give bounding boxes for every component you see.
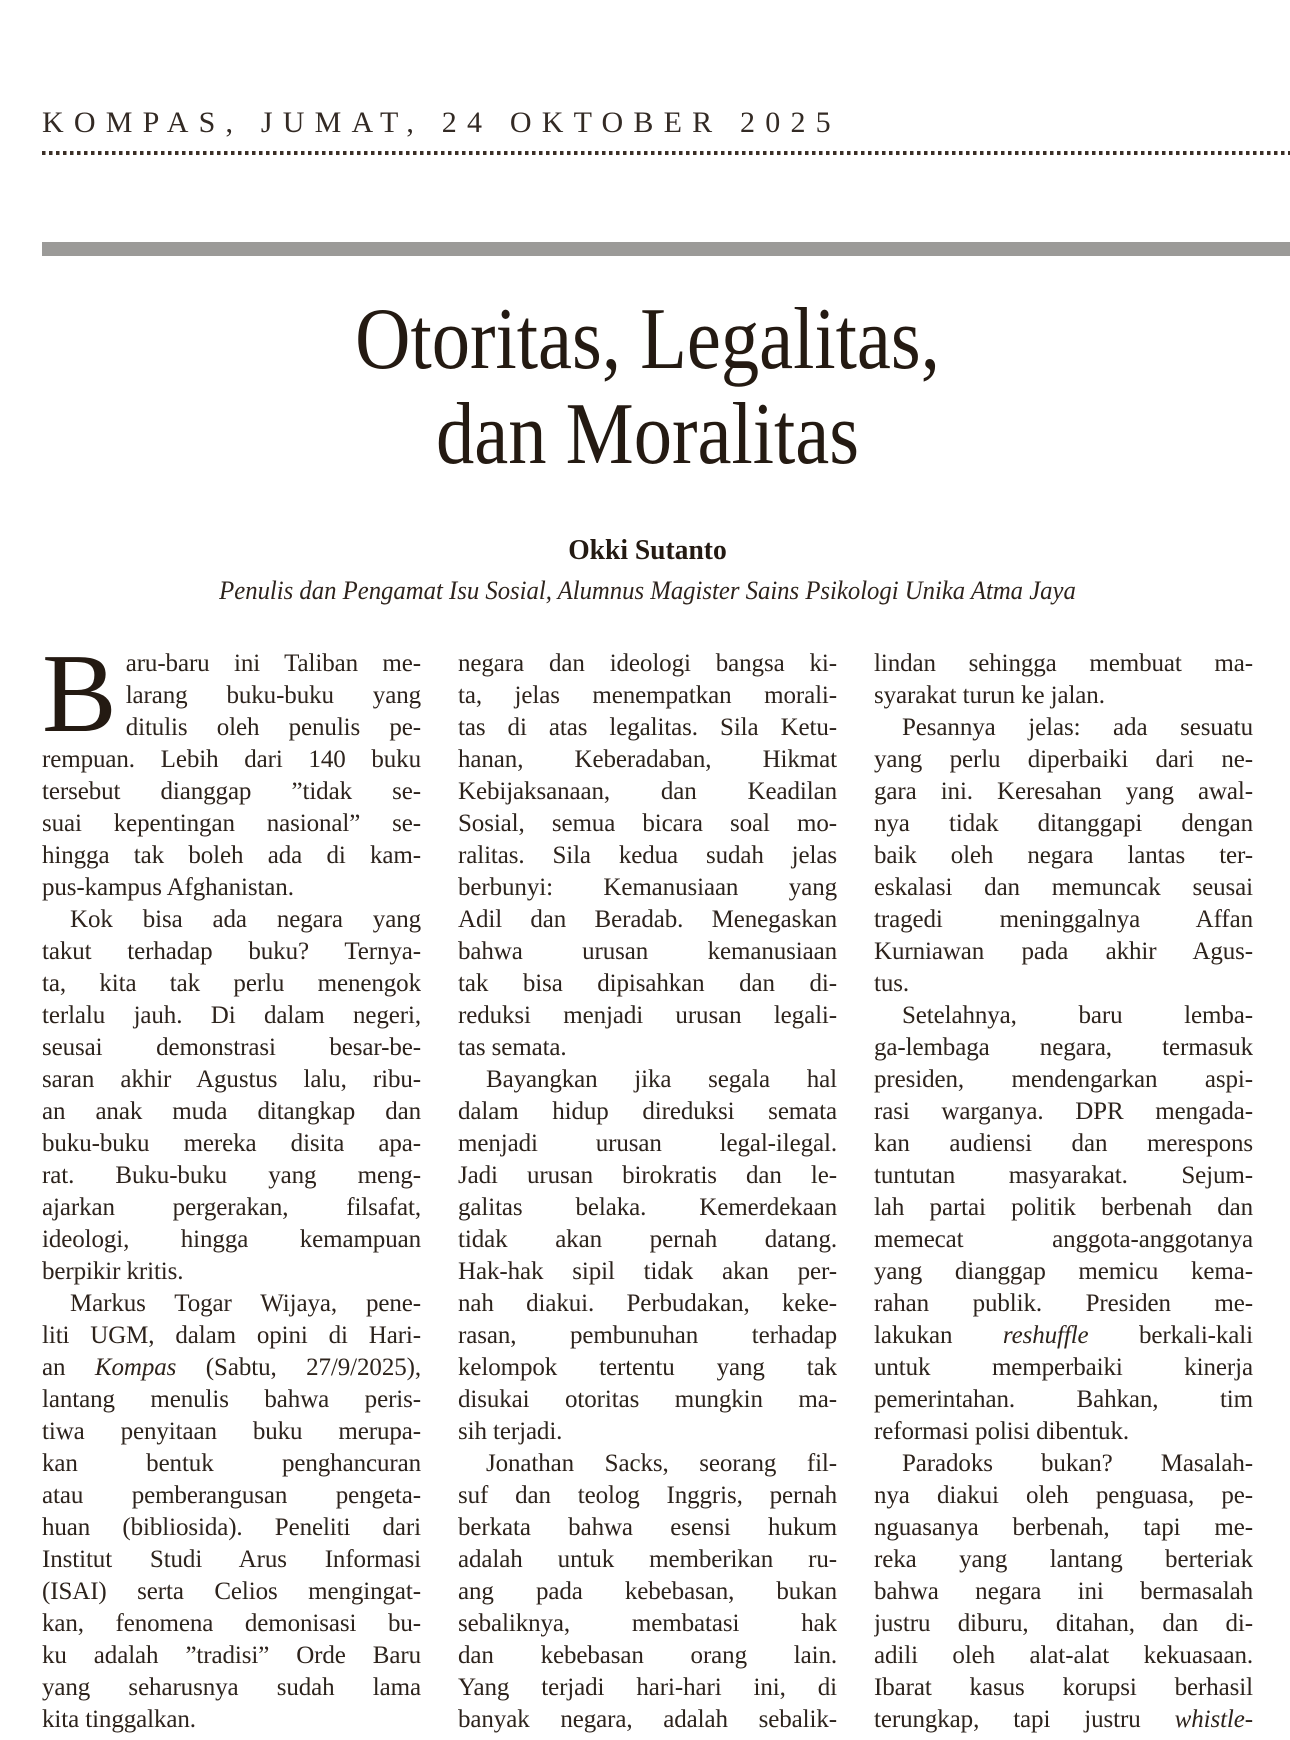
body-line: Kebijaksanaan, dan Keadilan: [458, 778, 837, 805]
body-line: kan bentuk penghancuran: [42, 1450, 421, 1477]
body-line: ga-lembaga negara, termasuk: [874, 1034, 1253, 1061]
body-line: ditulis oleh penulis pe-: [125, 714, 421, 741]
body-line: yang seharusnya sudah lama: [42, 1674, 421, 1701]
body-line: Bayangkan jika segala hal: [486, 1066, 837, 1093]
body-line: dan kebebasan orang lain.: [458, 1642, 837, 1669]
section-bar-divider: [42, 242, 1290, 256]
drop-cap: B: [42, 648, 117, 756]
body-line: syarakat turun ke jalan.: [874, 682, 1105, 709]
body-line: sebaliknya, membatasi hak: [458, 1610, 837, 1637]
body-line: reka yang lantang berteriak: [874, 1546, 1253, 1573]
body-line: ta, jelas menempatkan morali-: [458, 682, 837, 709]
body-line: reduksi menjadi urusan legali-: [458, 1002, 837, 1029]
body-line: Institut Studi Arus Informasi: [42, 1546, 421, 1573]
body-line: rasan, pembunuhan terhadap: [458, 1322, 837, 1349]
body-line: lah partai politik berbenah dan: [874, 1194, 1253, 1221]
paragraph: [874, 1000, 1253, 1448]
article-title: [121, 292, 1175, 482]
body-line: berbunyi: Kemanusiaan yang: [458, 874, 837, 901]
paragraph: [42, 648, 421, 904]
body-line: bahwa negara ini bermasalah: [874, 1578, 1253, 1605]
body-line: Hak-hak sipil tidak akan per-: [458, 1258, 837, 1285]
body-line: Adil dan Beradab. Menegaskan: [458, 906, 837, 933]
body-line: Pesannya jelas: ada sesuatu: [902, 714, 1253, 741]
body-line: Sosial, semua bicara soal mo-: [458, 810, 837, 837]
body-line: ang pada kebebasan, bukan: [458, 1578, 837, 1605]
body-line: pemerintahan. Bahkan, tim: [874, 1386, 1253, 1413]
paragraph: [458, 1064, 837, 1448]
body-line: Markus Togar Wijaya, pene-: [70, 1290, 421, 1317]
body-line: ta, kita tak perlu menengok: [42, 970, 421, 997]
body-line: an anak muda ditangkap dan: [42, 1098, 421, 1125]
body-line: tas di atas legalitas. Sila Ketu-: [458, 714, 837, 741]
body-line: negara dan ideologi bangsa ki-: [458, 650, 837, 677]
body-line: seusai demonstrasi besar-be-: [42, 1034, 421, 1061]
body-line: Jadi urusan birokratis dan le-: [458, 1162, 837, 1189]
body-line: tus.: [874, 970, 910, 997]
paragraph: [874, 648, 1253, 712]
body-line: galitas belaka. Kemerdekaan: [458, 1194, 837, 1221]
paragraph: [458, 1448, 837, 1736]
body-line: lindan sehingga membuat ma-: [874, 650, 1253, 677]
body-line: presiden, mendengarkan aspi-: [874, 1066, 1253, 1093]
body-line: adili oleh alat-alat kekuasaan.: [874, 1642, 1253, 1669]
body-line: kan audiensi dan merespons: [874, 1130, 1253, 1157]
paragraph: [42, 904, 421, 1288]
body-line: memecat anggota-anggotanya: [874, 1226, 1253, 1253]
body-line: bahwa urusan kemanusiaan: [458, 938, 837, 965]
body-line: adalah untuk memberikan ru-: [458, 1546, 837, 1573]
body-line: saran akhir Agustus lalu, ribu-: [42, 1066, 421, 1093]
body-line: dalam hidup direduksi semata: [458, 1098, 837, 1125]
paragraph: [874, 712, 1253, 1000]
body-line: kita tinggalkan.: [42, 1706, 196, 1733]
body-line: tidak akan pernah datang.: [458, 1226, 837, 1253]
body-line: larang buku-buku yang: [125, 682, 421, 709]
body-line: atau pemberangusan pengeta-: [42, 1482, 421, 1509]
body-line: Kok bisa ada negara yang: [70, 906, 421, 933]
body-line: yang perlu diperbaiki dari ne-: [874, 746, 1253, 773]
body-line: pus-kampus Afghanistan.: [42, 874, 294, 901]
body-line: Kurniawan pada akhir Agus-: [874, 938, 1253, 965]
text-column-2: [458, 648, 837, 1740]
body-line: ajarkan pergerakan, filsafat,: [42, 1194, 421, 1221]
body-line: lantang menulis bahwa peris-: [42, 1386, 421, 1413]
body-line: berkata bahwa esensi hukum: [458, 1514, 837, 1541]
body-line: ralitas. Sila kedua sudah jelas: [458, 842, 837, 869]
body-line: rahan publik. Presiden me-: [874, 1290, 1253, 1317]
body-line: hingga tak boleh ada di kam-: [42, 842, 421, 869]
body-line: kelompok tertentu yang tak: [458, 1354, 837, 1381]
author-credential: Penulis dan Pengamat Isu Sosial, Alumnus Magister Sains Psikologi Unika Atma Jaya: [219, 576, 1076, 605]
body-line: takut terhadap buku? Ternya-: [42, 938, 421, 965]
body-line: banyak negara, adalah sebalik-: [458, 1706, 837, 1733]
body-line: terungkap, tapi justru whistle-: [874, 1706, 1253, 1733]
body-line: an Kompas (Sabtu, 27/9/2025),: [42, 1354, 421, 1381]
article-body: [42, 648, 1253, 1740]
body-line: lakukan reshuffle berkali-kali: [874, 1322, 1253, 1349]
body-line: untuk memperbaiki kinerja: [874, 1354, 1253, 1381]
body-line: rempuan. Lebih dari 140 buku: [42, 746, 421, 773]
body-line: baik oleh negara lantas ter-: [874, 842, 1253, 869]
body-line: terlalu jauh. Di dalam negeri,: [42, 1002, 421, 1029]
body-line: Setelahnya, baru lemba-: [902, 1002, 1253, 1029]
body-line: tersebut dianggap ”tidak se-: [42, 778, 421, 805]
body-line: nya tidak ditanggapi dengan: [874, 810, 1253, 837]
body-line: tragedi meninggalnya Affan: [874, 906, 1253, 933]
body-line: ideologi, hingga kemampuan: [42, 1226, 421, 1253]
body-line: Yang terjadi hari-hari ini, di: [458, 1674, 837, 1701]
body-line: tak bisa dipisahkan dan di-: [458, 970, 837, 997]
body-line: Ibarat kasus korupsi berhasil: [874, 1674, 1253, 1701]
text-column-1: [42, 648, 421, 1740]
masthead-date: KOMPAS, JUMAT, 24 OKTOBER 2025: [42, 106, 841, 139]
body-line: ku adalah ”tradisi” Orde Baru: [42, 1642, 421, 1669]
dotted-divider: [42, 151, 1290, 155]
article-title-line1: Otoritas, Legalitas,: [355, 291, 940, 388]
body-line: nya diakui oleh penguasa, pe-: [874, 1482, 1253, 1509]
body-line: aru-baru ini Taliban me-: [125, 650, 421, 677]
body-line: tas semata.: [458, 1034, 567, 1061]
body-line: tuntutan masyarakat. Sejum-: [874, 1162, 1253, 1189]
article-author: Okki Sutanto: [568, 534, 727, 566]
body-line: hanan, Keberadaban, Hikmat: [458, 746, 837, 773]
body-line: huan (bibliosida). Peneliti dari: [42, 1514, 421, 1541]
body-line: nah diakui. Perbudakan, keke-: [458, 1290, 837, 1317]
body-line: berpikir kritis.: [42, 1258, 184, 1285]
paragraph: [458, 648, 837, 1064]
text-column-3: [874, 648, 1253, 1740]
body-line: rat. Buku-buku yang meng-: [42, 1162, 421, 1189]
body-line: suai kepentingan nasional” se-: [42, 810, 421, 837]
body-line: nguasanya berbenah, tapi me-: [874, 1514, 1253, 1541]
body-line: tiwa penyitaan buku merupa-: [42, 1418, 421, 1445]
body-line: disukai otoritas mungkin ma-: [458, 1386, 837, 1413]
body-line: Jonathan Sacks, seorang fil-: [486, 1450, 837, 1477]
body-line: Paradoks bukan? Masalah-: [902, 1450, 1253, 1477]
body-line: menjadi urusan legal-ilegal.: [458, 1130, 837, 1157]
body-line: kan, fenomena demonisasi bu-: [42, 1610, 421, 1637]
body-line: (ISAI) serta Celios mengingat-: [42, 1578, 421, 1605]
body-line: buku-buku mereka disita apa-: [42, 1130, 421, 1157]
body-line: reformasi polisi dibentuk.: [874, 1418, 1129, 1445]
body-line: liti UGM, dalam opini di Hari-: [42, 1322, 421, 1349]
paragraph: [42, 1288, 421, 1736]
body-line: sih terjadi.: [458, 1418, 563, 1445]
body-line: rasi warganya. DPR mengada-: [874, 1098, 1253, 1125]
body-line: gara ini. Keresahan yang awal-: [874, 778, 1253, 805]
body-line: eskalasi dan memuncak seusai: [874, 874, 1253, 901]
body-line: justru diburu, ditahan, dan di-: [874, 1610, 1253, 1637]
article-title-line2: dan Moralitas: [435, 386, 860, 483]
body-line: suf dan teolog Inggris, pernah: [458, 1482, 837, 1509]
body-line: yang dianggap memicu kema-: [874, 1258, 1253, 1285]
paragraph: [874, 1448, 1253, 1736]
